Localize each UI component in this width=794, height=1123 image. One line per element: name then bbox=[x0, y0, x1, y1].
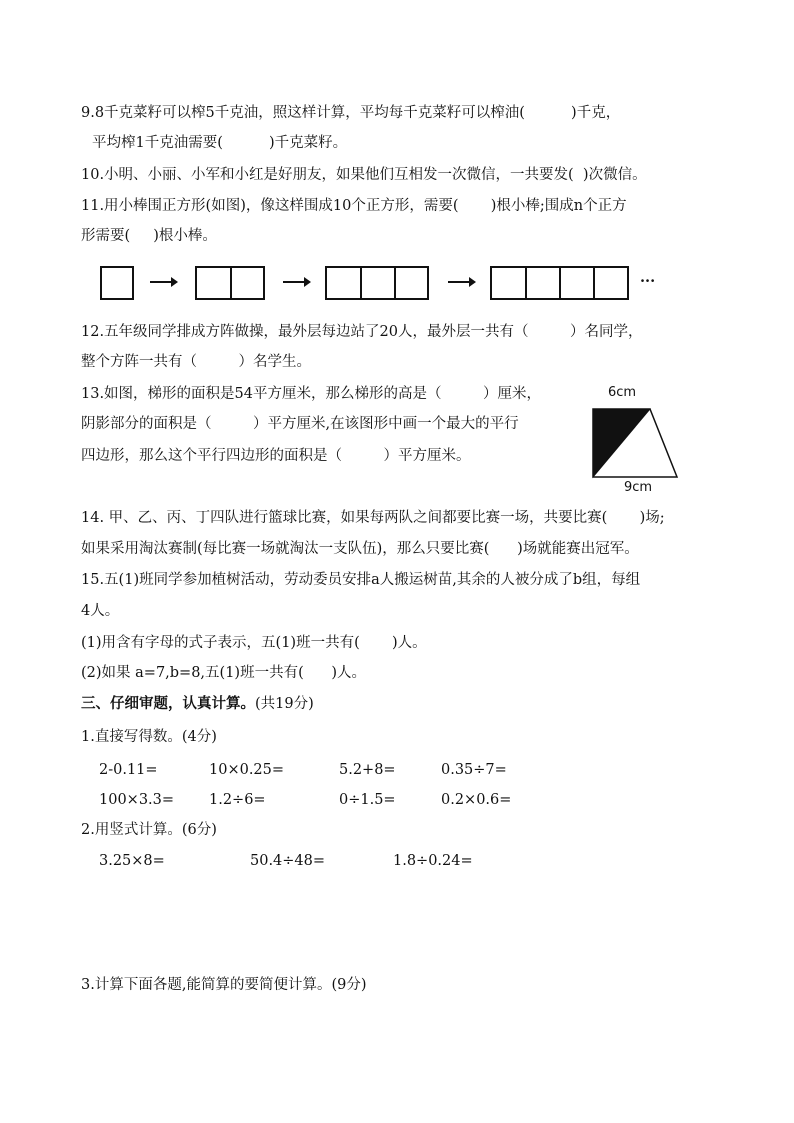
arrow-right-icon bbox=[150, 281, 172, 283]
q14-line1: 14. 甲、乙、丙、丁四队进行篮球比赛，如果每两队之间都要比赛一场，共要比赛( )场; bbox=[81, 510, 665, 526]
q15-line1: 15.五(1)班同学参加植树活动，劳动委员安排a人搬运树苗,其余的人被分成了b组，每组 bbox=[81, 572, 641, 588]
calc-item: 0.35÷7= bbox=[441, 762, 507, 778]
figure-two-squares bbox=[195, 266, 265, 300]
q9-line1: 9.8千克菜籽可以榨5千克油，照这样计算，平均每千克菜籽可以榨油( )千克， bbox=[81, 105, 621, 121]
figure-three-squares bbox=[325, 266, 429, 300]
q10-line1: 10.小明、小丽、小军和小红是好朋友，如果他们互相发一次微信，一共要发( )次微信。 bbox=[81, 167, 647, 183]
q9-line2: 平均榨1千克油需要( )千克菜籽。 bbox=[92, 135, 348, 151]
calc-item: 1.2÷6= bbox=[209, 792, 266, 808]
q15-sub2: (2)如果 a=7,b=8,五(1)班一共有( )人。 bbox=[81, 665, 367, 681]
q13-line3: 四边形，那么这个平行四边形的面积是（ ）平方厘米。 bbox=[81, 448, 471, 464]
section3-title: 三、仔细审题，认真计算。 bbox=[81, 695, 255, 712]
figure-one-square bbox=[100, 266, 134, 300]
section3-score: (共19分) bbox=[255, 696, 314, 712]
trapezoid-bottom-label: 9cm bbox=[624, 480, 653, 495]
part3-title: 3.计算下面各题,能简算的要简便计算。(9分) bbox=[81, 977, 367, 993]
part1-title: 1.直接写得数。(4分) bbox=[81, 729, 217, 745]
q11-line1: 11.用小棒围正方形(如图)，像这样围成10个正方形，需要( )根小棒;围成n个正方 bbox=[81, 198, 627, 214]
calc-item: 10×0.25= bbox=[209, 762, 285, 778]
ellipsis: ··· bbox=[640, 273, 656, 290]
trapezoid-figure bbox=[590, 405, 680, 479]
trapezoid-top-label: 6cm bbox=[608, 385, 637, 400]
part2-title: 2.用竖式计算。(6分) bbox=[81, 822, 217, 838]
calc-item: 0.2×0.6= bbox=[441, 792, 512, 808]
calc-item: 5.2+8= bbox=[339, 762, 396, 778]
calc-item: 3.25×8= bbox=[99, 853, 165, 869]
calc-item: 100×3.3= bbox=[99, 792, 175, 808]
calc-item: 0÷1.5= bbox=[339, 792, 396, 808]
section3-heading bbox=[81, 694, 314, 714]
arrow-right-icon bbox=[448, 281, 470, 283]
q14-line2: 如果采用淘汰赛制(每比赛一场就淘汰一支队伍)，那么只要比赛( )场就能赛出冠军。 bbox=[81, 541, 639, 557]
q13-line1: 13.如图，梯形的面积是54平方厘米，那么梯形的高是（ ）厘米， bbox=[81, 386, 541, 402]
q12-line1: 12.五年级同学排成方阵做操，最外层每边站了20人，最外层一共有（ ）名同学， bbox=[81, 324, 643, 340]
figure-four-squares bbox=[490, 266, 629, 300]
calc-item: 50.4÷48= bbox=[250, 853, 326, 869]
calc-item: 2-0.11= bbox=[99, 762, 158, 778]
q15-line2: 4人。 bbox=[81, 603, 120, 619]
q13-line2: 阴影部分的面积是（ ）平方厘米,在该图形中画一个最大的平行 bbox=[81, 416, 519, 432]
q15-sub1: (1)用含有字母的式子表示，五(1)班一共有( )人。 bbox=[81, 635, 427, 651]
q12-line2: 整个方阵一共有（ ）名学生。 bbox=[81, 354, 311, 370]
q11-line2: 形需要( )根小棒。 bbox=[81, 228, 217, 244]
calc-item: 1.8÷0.24= bbox=[393, 853, 473, 869]
arrow-right-icon bbox=[283, 281, 305, 283]
